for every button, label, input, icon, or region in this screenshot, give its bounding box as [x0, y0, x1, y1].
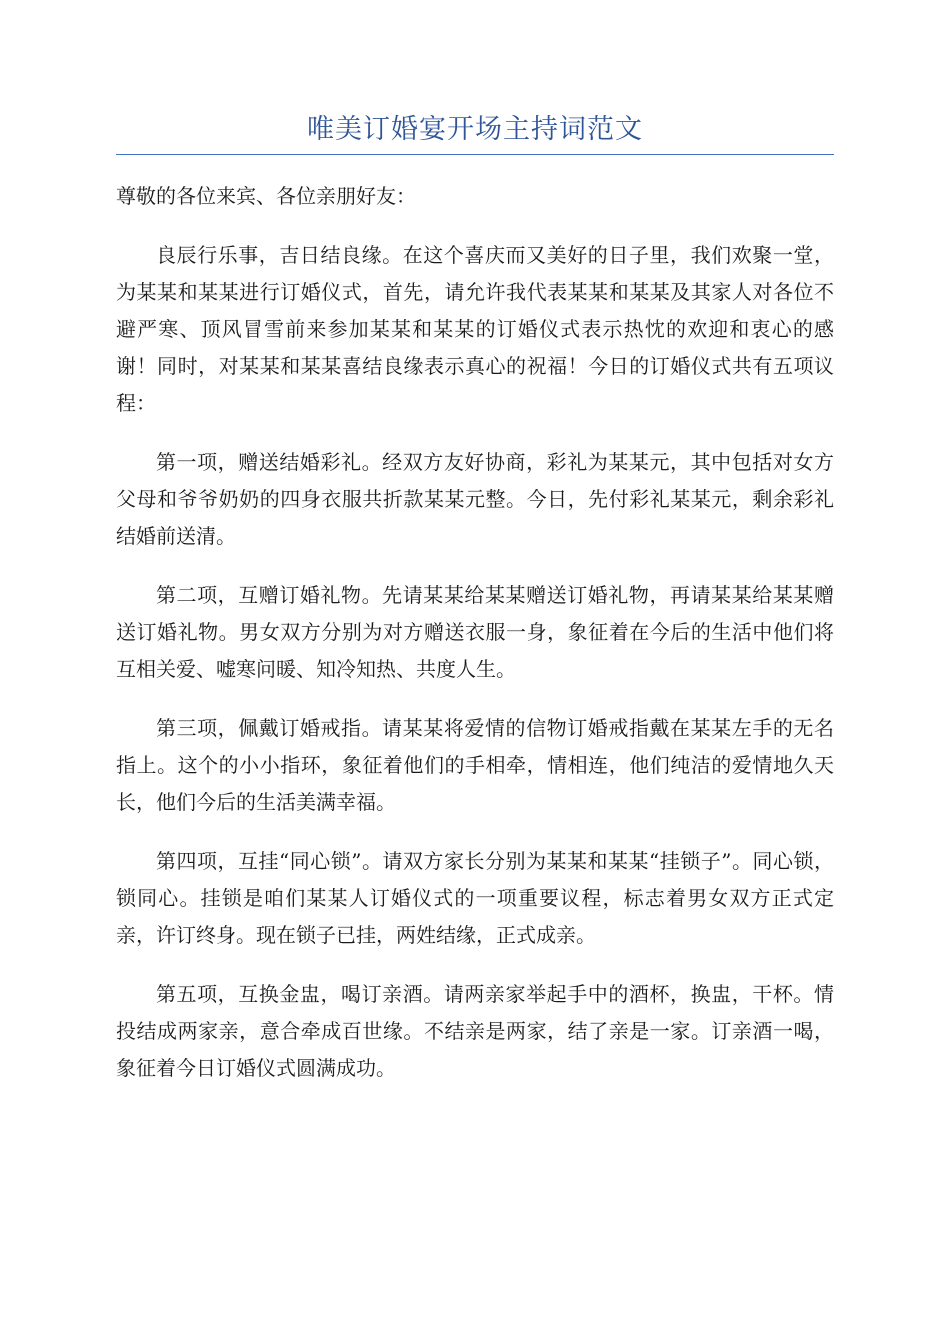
paragraph-item-2: 第二项，互赠订婚礼物。先请某某给某某赠送订婚礼物，再请某某给某某赠送订婚礼物。男女双方分别为对方赠送衣服一身，象征着在今后的生活中他们将互相关爱、嘘寒问暖、知冷知热、共度人生。 — [116, 583, 834, 681]
greeting: 尊敬的各位来宾、各位亲朋好友： — [116, 184, 416, 208]
paragraph-item-1: 第一项，赠送结婚彩礼。经双方友好协商，彩礼为某某元，其中包括对女方父母和爷爷奶奶的四身衣服共折款某某元整。今日，先付彩礼某某元，剩余彩礼结婚前送清。 — [116, 450, 834, 548]
title-underline — [116, 154, 834, 155]
paragraph-item-3: 第三项，佩戴订婚戒指。请某某将爱情的信物订婚戒指戴在某某左手的无名指上。这个的小小指环，象征着他们的手相牵，情相连，他们纯洁的爱情地久天长，他们今后的生活美满幸福。 — [116, 716, 834, 814]
document-page — [116, 110, 834, 1087]
paragraph-intro: 良辰行乐事，吉日结良缘。在这个喜庆而又美好的日子里，我们欢聚一堂，为某某和某某进行订婚仪式，首先，请允许我代表某某和某某及其家人对各位不避严寒、顶风冒雪前来参加某某和某某的订婚仪式表示热忱的欢迎和衷心的感谢！同时，对某某和某某喜结良缘表示真心的祝福！今日的订婚仪式共有五项议程： — [116, 243, 834, 415]
document-title: 唯美订婚宴开场主持词范文 — [307, 114, 643, 145]
paragraph-item-4: 第四项，互挂“同心锁”。请双方家长分别为某某和某某“挂锁子”。同心锁，锁同心。挂锁是咱们某某人订婚仪式的一项重要议程，标志着男女双方正式定亲，许订终身。现在锁子已挂，两姓结缘，正式成亲。 — [116, 849, 834, 947]
paragraph-item-5: 第五项，互换金盅，喝订亲酒。请两亲家举起手中的酒杯，换盅，干杯。情投结成两家亲，意合牵成百世缘。不结亲是两家，结了亲是一家。订亲酒一喝，象征着今日订婚仪式圆满成功。 — [116, 982, 834, 1080]
